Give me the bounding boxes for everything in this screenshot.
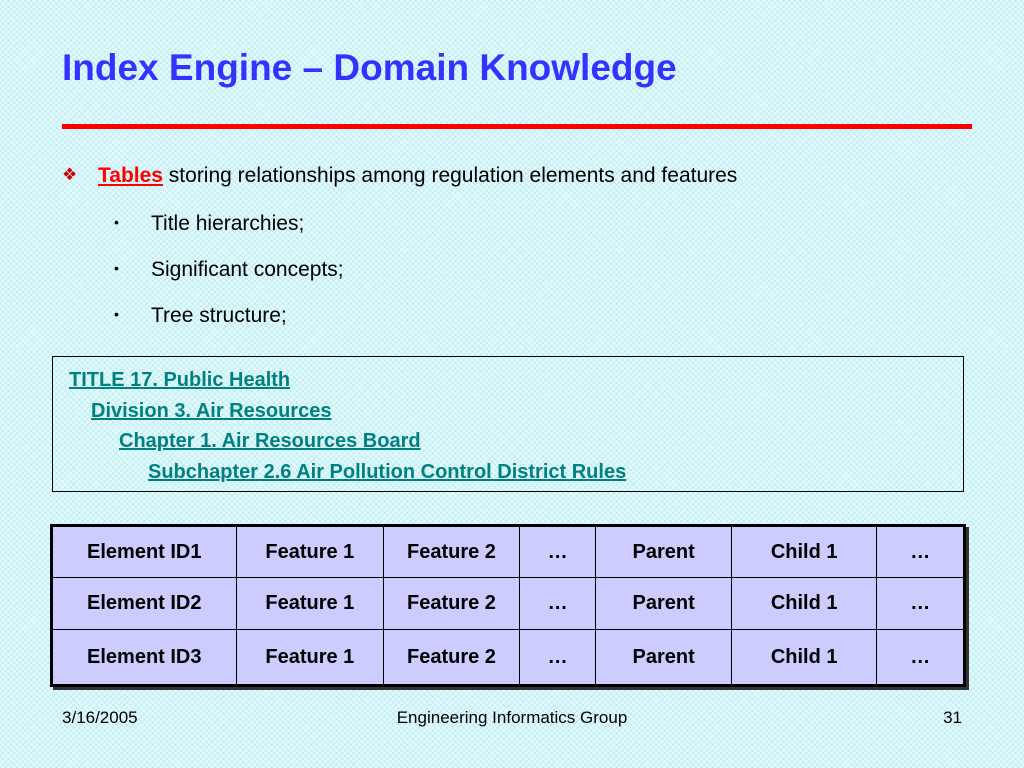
table-cell: Feature 1 xyxy=(236,630,384,686)
title-hierarchy-box xyxy=(52,356,964,492)
sub-bullet-text: Significant concepts; xyxy=(151,258,344,281)
relationship-table xyxy=(50,524,966,687)
dot-bullet-icon: • xyxy=(114,214,119,230)
footer-group-name: Engineering Informatics Group xyxy=(396,708,628,727)
table-cell: … xyxy=(519,630,596,686)
table-cell: … xyxy=(877,526,965,578)
table-cell: Element ID2 xyxy=(52,578,237,630)
footer-date: 3/16/2005 xyxy=(62,708,138,727)
table-cell: … xyxy=(877,630,965,686)
sub-bullet-item xyxy=(114,297,344,343)
slide-title: Index Engine – Domain Knowledge xyxy=(62,47,677,88)
hierarchy-link-division[interactable]: Division 3. Air Resources xyxy=(91,400,332,422)
sub-bullet-list xyxy=(114,205,344,343)
table-cell: Feature 2 xyxy=(384,630,520,686)
table-cell: Child 1 xyxy=(731,578,876,630)
table-cell: Parent xyxy=(596,578,732,630)
table-cell: Child 1 xyxy=(731,630,876,686)
hierarchy-link-title[interactable]: TITLE 17. Public Health xyxy=(69,369,291,391)
table-cell: Feature 2 xyxy=(384,526,520,578)
dot-bullet-icon: • xyxy=(114,306,119,322)
tables-highlight: Tables xyxy=(98,164,163,187)
table-cell: Feature 2 xyxy=(384,578,520,630)
table-cell: Parent xyxy=(596,526,732,578)
sub-bullet-item xyxy=(114,251,344,297)
main-bullet-text: storing relationships among regulation elements and features xyxy=(162,164,738,187)
table-cell: … xyxy=(519,526,596,578)
table-cell: Element ID1 xyxy=(52,526,237,578)
sub-bullet-item xyxy=(114,205,344,251)
table-cell: Parent xyxy=(596,630,732,686)
table-cell: Child 1 xyxy=(731,526,876,578)
table-row xyxy=(52,526,965,578)
table-cell: … xyxy=(877,578,965,630)
diamond-bullet-icon: ❖ xyxy=(62,165,78,184)
table-cell: … xyxy=(519,578,596,630)
hierarchy-link-subchapter[interactable]: Subchapter 2.6 Air Pollution Control District Rules xyxy=(148,461,627,483)
table-row xyxy=(52,578,965,630)
hierarchy-link-chapter[interactable]: Chapter 1. Air Resources Board xyxy=(119,430,421,452)
sub-bullet-text: Tree structure; xyxy=(151,304,287,327)
page-number: 31 xyxy=(943,708,962,727)
table-row xyxy=(52,630,965,686)
main-bullet xyxy=(62,160,737,191)
table-cell: Feature 1 xyxy=(236,578,384,630)
dot-bullet-icon: • xyxy=(114,260,119,276)
table-cell: Feature 1 xyxy=(236,526,384,578)
sub-bullet-text: Title hierarchies; xyxy=(151,212,305,235)
table-cell: Element ID3 xyxy=(52,630,237,686)
title-underline-rule xyxy=(62,124,972,129)
